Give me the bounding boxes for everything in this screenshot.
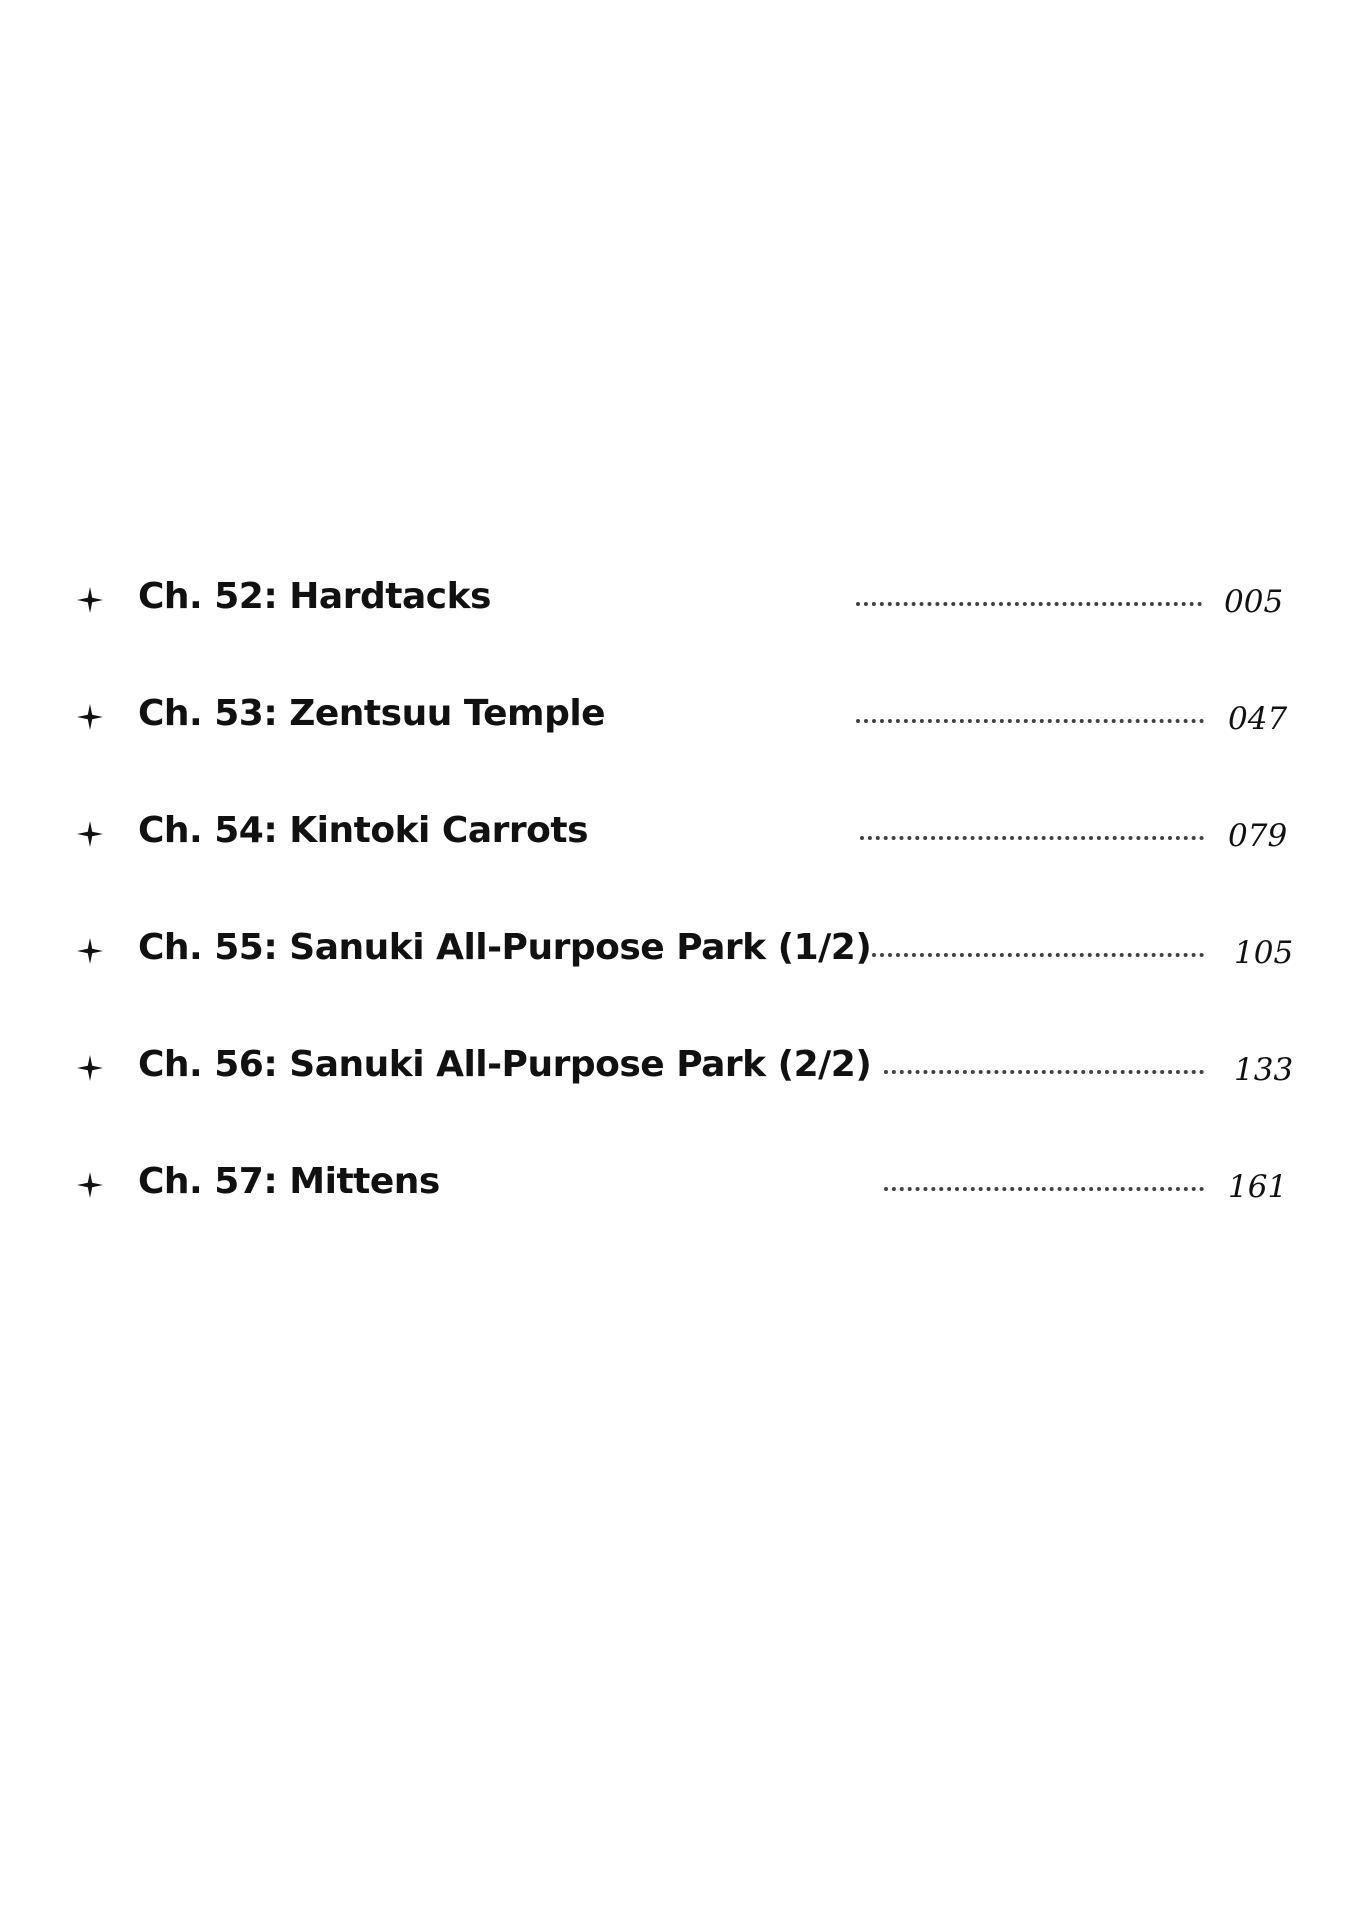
four-point-star-icon [76, 703, 104, 731]
chapter-title: Ch. 53: Zentsuu Temple [138, 693, 606, 734]
chapter-title: Ch. 52: Hardtacks [138, 576, 491, 617]
page-number: 047 [1228, 701, 1288, 737]
four-point-star-icon [76, 1054, 104, 1082]
toc-entry-ch56 [0, 1040, 1351, 1100]
toc-entry-ch52 [0, 572, 1351, 632]
dot-leader [884, 1179, 1204, 1191]
page-number: 005 [1224, 584, 1284, 620]
dot-leader [872, 945, 1204, 957]
four-point-star-icon [76, 820, 104, 848]
page-number: 105 [1234, 935, 1294, 971]
chapter-title: Ch. 56: Sanuki All-Purpose Park (2/2) [138, 1044, 872, 1085]
dot-leader [884, 1062, 1204, 1074]
page-number: 079 [1228, 818, 1288, 854]
toc-entry-ch53 [0, 689, 1351, 749]
page-number: 161 [1228, 1169, 1288, 1205]
toc-entry-ch55 [0, 923, 1351, 983]
four-point-star-icon [76, 937, 104, 965]
chapter-title: Ch. 54: Kintoki Carrots [138, 810, 588, 851]
chapter-title: Ch. 57: Mittens [138, 1161, 440, 1202]
four-point-star-icon [76, 1171, 104, 1199]
page-number: 133 [1234, 1052, 1294, 1088]
toc-entry-ch57 [0, 1157, 1351, 1217]
dot-leader [856, 594, 1202, 606]
toc-entry-ch54 [0, 806, 1351, 866]
four-point-star-icon [76, 586, 104, 614]
dot-leader [856, 711, 1204, 723]
dot-leader [860, 828, 1204, 840]
chapter-title: Ch. 55: Sanuki All-Purpose Park (1/2) [138, 927, 872, 968]
